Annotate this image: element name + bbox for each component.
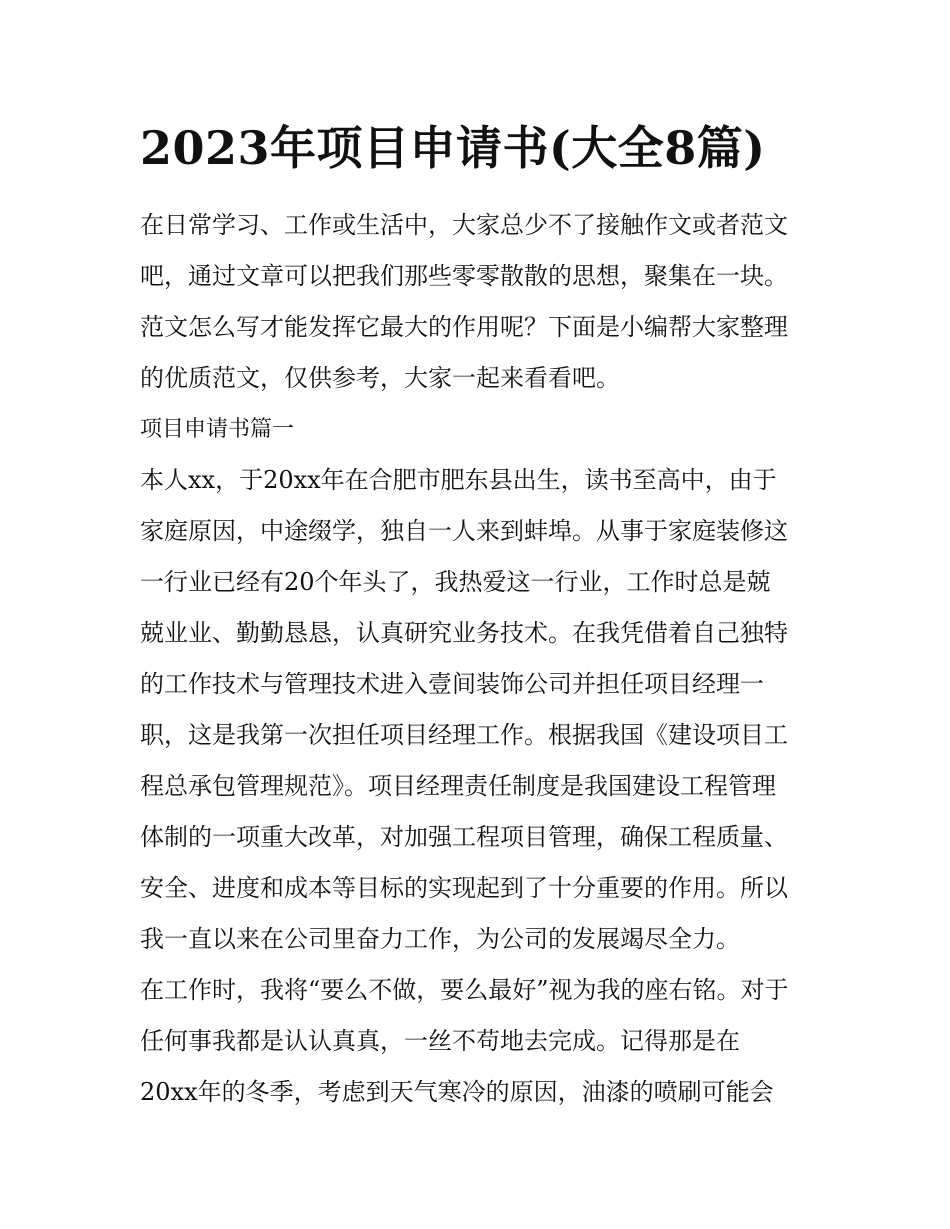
text-line: 兢业业、勤勤恳恳，认真研究业务技术。在我凭借着自己独特 <box>140 619 788 647</box>
text-line: 20xx年的冬季，考虑到天气寒冷的原因，油漆的喷刷可能会 <box>140 1078 774 1106</box>
text-line: 范文怎么写才能发挥它最大的作用呢？下面是小编帮大家整理 <box>140 313 788 341</box>
text-line: 程总承包管理规范》。项目经理责任制度是我国建设工程管理 <box>140 772 776 800</box>
text-line: 我一直以来在公司里奋力工作，为公司的发展竭尽全力。 <box>140 925 740 953</box>
text-line: 职，这是我第一次担任项目经理工作。根据我国《建设项目工 <box>140 721 788 749</box>
paragraph-1 <box>140 455 820 965</box>
text-line: 家庭原因，中途缀学，独自一人来到蚌埠。从事于家庭装修这 <box>140 517 788 545</box>
text-line: 的工作技术与管理技术进入壹间装饰公司并担任项目经理一 <box>140 670 764 698</box>
paragraph-2 <box>140 965 820 1118</box>
text-line: 本人xx，于20xx年在合肥市肥东县出生，读书至高中，由于 <box>140 466 777 494</box>
intro-paragraph <box>140 200 820 404</box>
text-line: 的优质范文，仅供参考，大家一起来看看吧。 <box>140 364 620 392</box>
document-title: 2023年项目申请书(大全8篇) <box>140 121 766 175</box>
text-line: 吧，通过文章可以把我们那些零零散散的思想，聚集在一块。 <box>140 262 788 290</box>
document-body <box>140 200 820 1118</box>
text-line: 在工作时，我将“要么不做，要么最好”视为我的座右铭。对于 <box>140 976 789 1004</box>
section-heading: 项目申请书篇一 <box>140 417 295 442</box>
text-line: 一行业已经有20个年头了，我热爱这一行业，工作时总是兢 <box>140 568 771 596</box>
text-line: 任何事我都是认认真真，一丝不苟地去完成。记得那是在 <box>140 1027 740 1055</box>
text-line: 安全、进度和成本等目标的实现起到了十分重要的作用。所以 <box>140 874 788 902</box>
text-line: 在日常学习、工作或生活中，大家总少不了接触作文或者范文 <box>140 211 788 239</box>
text-line: 体制的一项重大改革，对加强工程项目管理，确保工程质量、 <box>140 823 788 851</box>
